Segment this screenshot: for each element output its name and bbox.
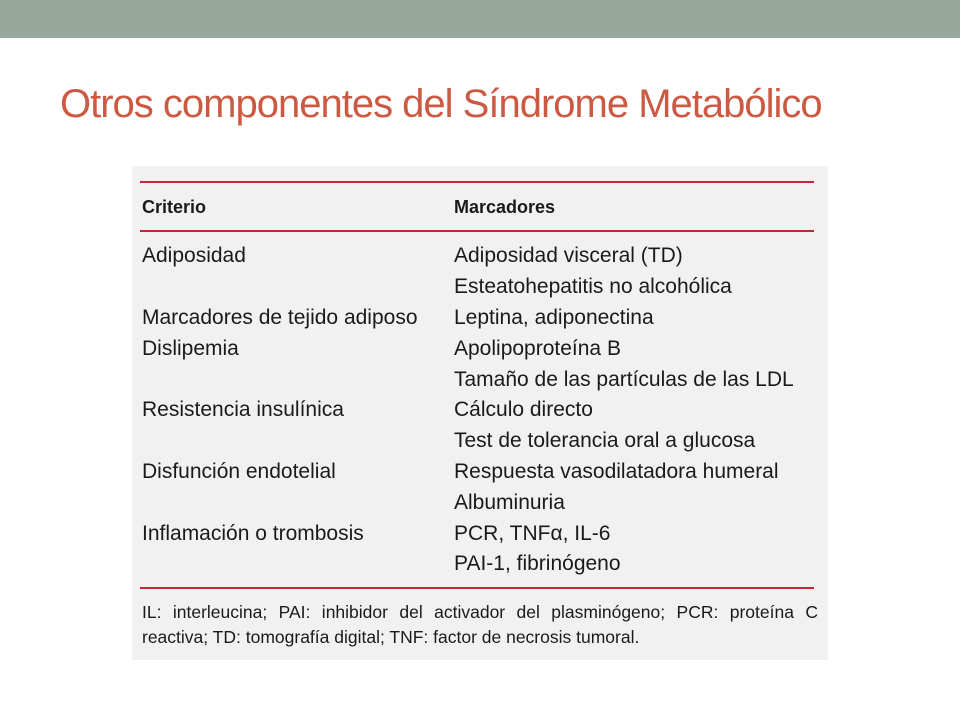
top-accent-bar [0,0,960,38]
header-markers: Marcadores [454,197,556,217]
table-row [142,426,822,457]
table-row [142,518,822,549]
criterion-cell: Resistencia insulínica [142,398,344,422]
table-row [142,241,822,272]
table-row [142,303,822,334]
table-row [142,395,822,426]
marker-cell: PAI-1, fibrinógeno [454,552,621,576]
marker-cell: Leptina, adiponectina [454,305,654,329]
marker-cell: Esteatohepatitis no alcohólica [454,275,732,299]
table-row [142,272,822,303]
criterion-cell: Inflamación o trombosis [142,521,364,545]
marker-cell: Apolipoproteína B [454,336,621,360]
marker-cell: Adiposidad visceral (TD) [454,244,683,268]
marker-cell: Respuesta vasodilatadora humeral [454,459,779,483]
table-row [142,487,822,518]
header-bottom-rule [140,230,814,232]
header-criterion: Criterio [142,197,207,217]
table-top-rule [140,181,814,183]
table-row [142,333,822,364]
marker-cell: Albuminuria [454,490,565,514]
table-footnote: IL: interleucina; PAI: inhibidor del activador del plasminógeno; PCR: proteína C reactiva; TD: tomografía digital; TNF: factor de necrosis tumoral. [142,602,818,647]
marker-cell: Test de tolerancia oral a glucosa [454,429,756,453]
marker-cell: Tamaño de las partículas de las LDL [454,367,794,391]
slide-title: Otros componentes del Síndrome Metabólico [60,82,822,126]
criterion-cell: Marcadores de tejido adiposo [142,305,418,329]
table-row [142,457,822,488]
table-row [142,364,822,395]
marker-cell: Cálculo directo [454,398,593,422]
table-bottom-rule [140,587,814,589]
criterion-cell: Dislipemia [142,336,239,360]
criterion-cell: Adiposidad [142,244,246,268]
table-body [142,241,822,580]
marker-cell: PCR, TNFα, IL-6 [454,521,611,545]
table-row [142,549,822,580]
criterion-cell: Disfunción endotelial [142,459,336,483]
